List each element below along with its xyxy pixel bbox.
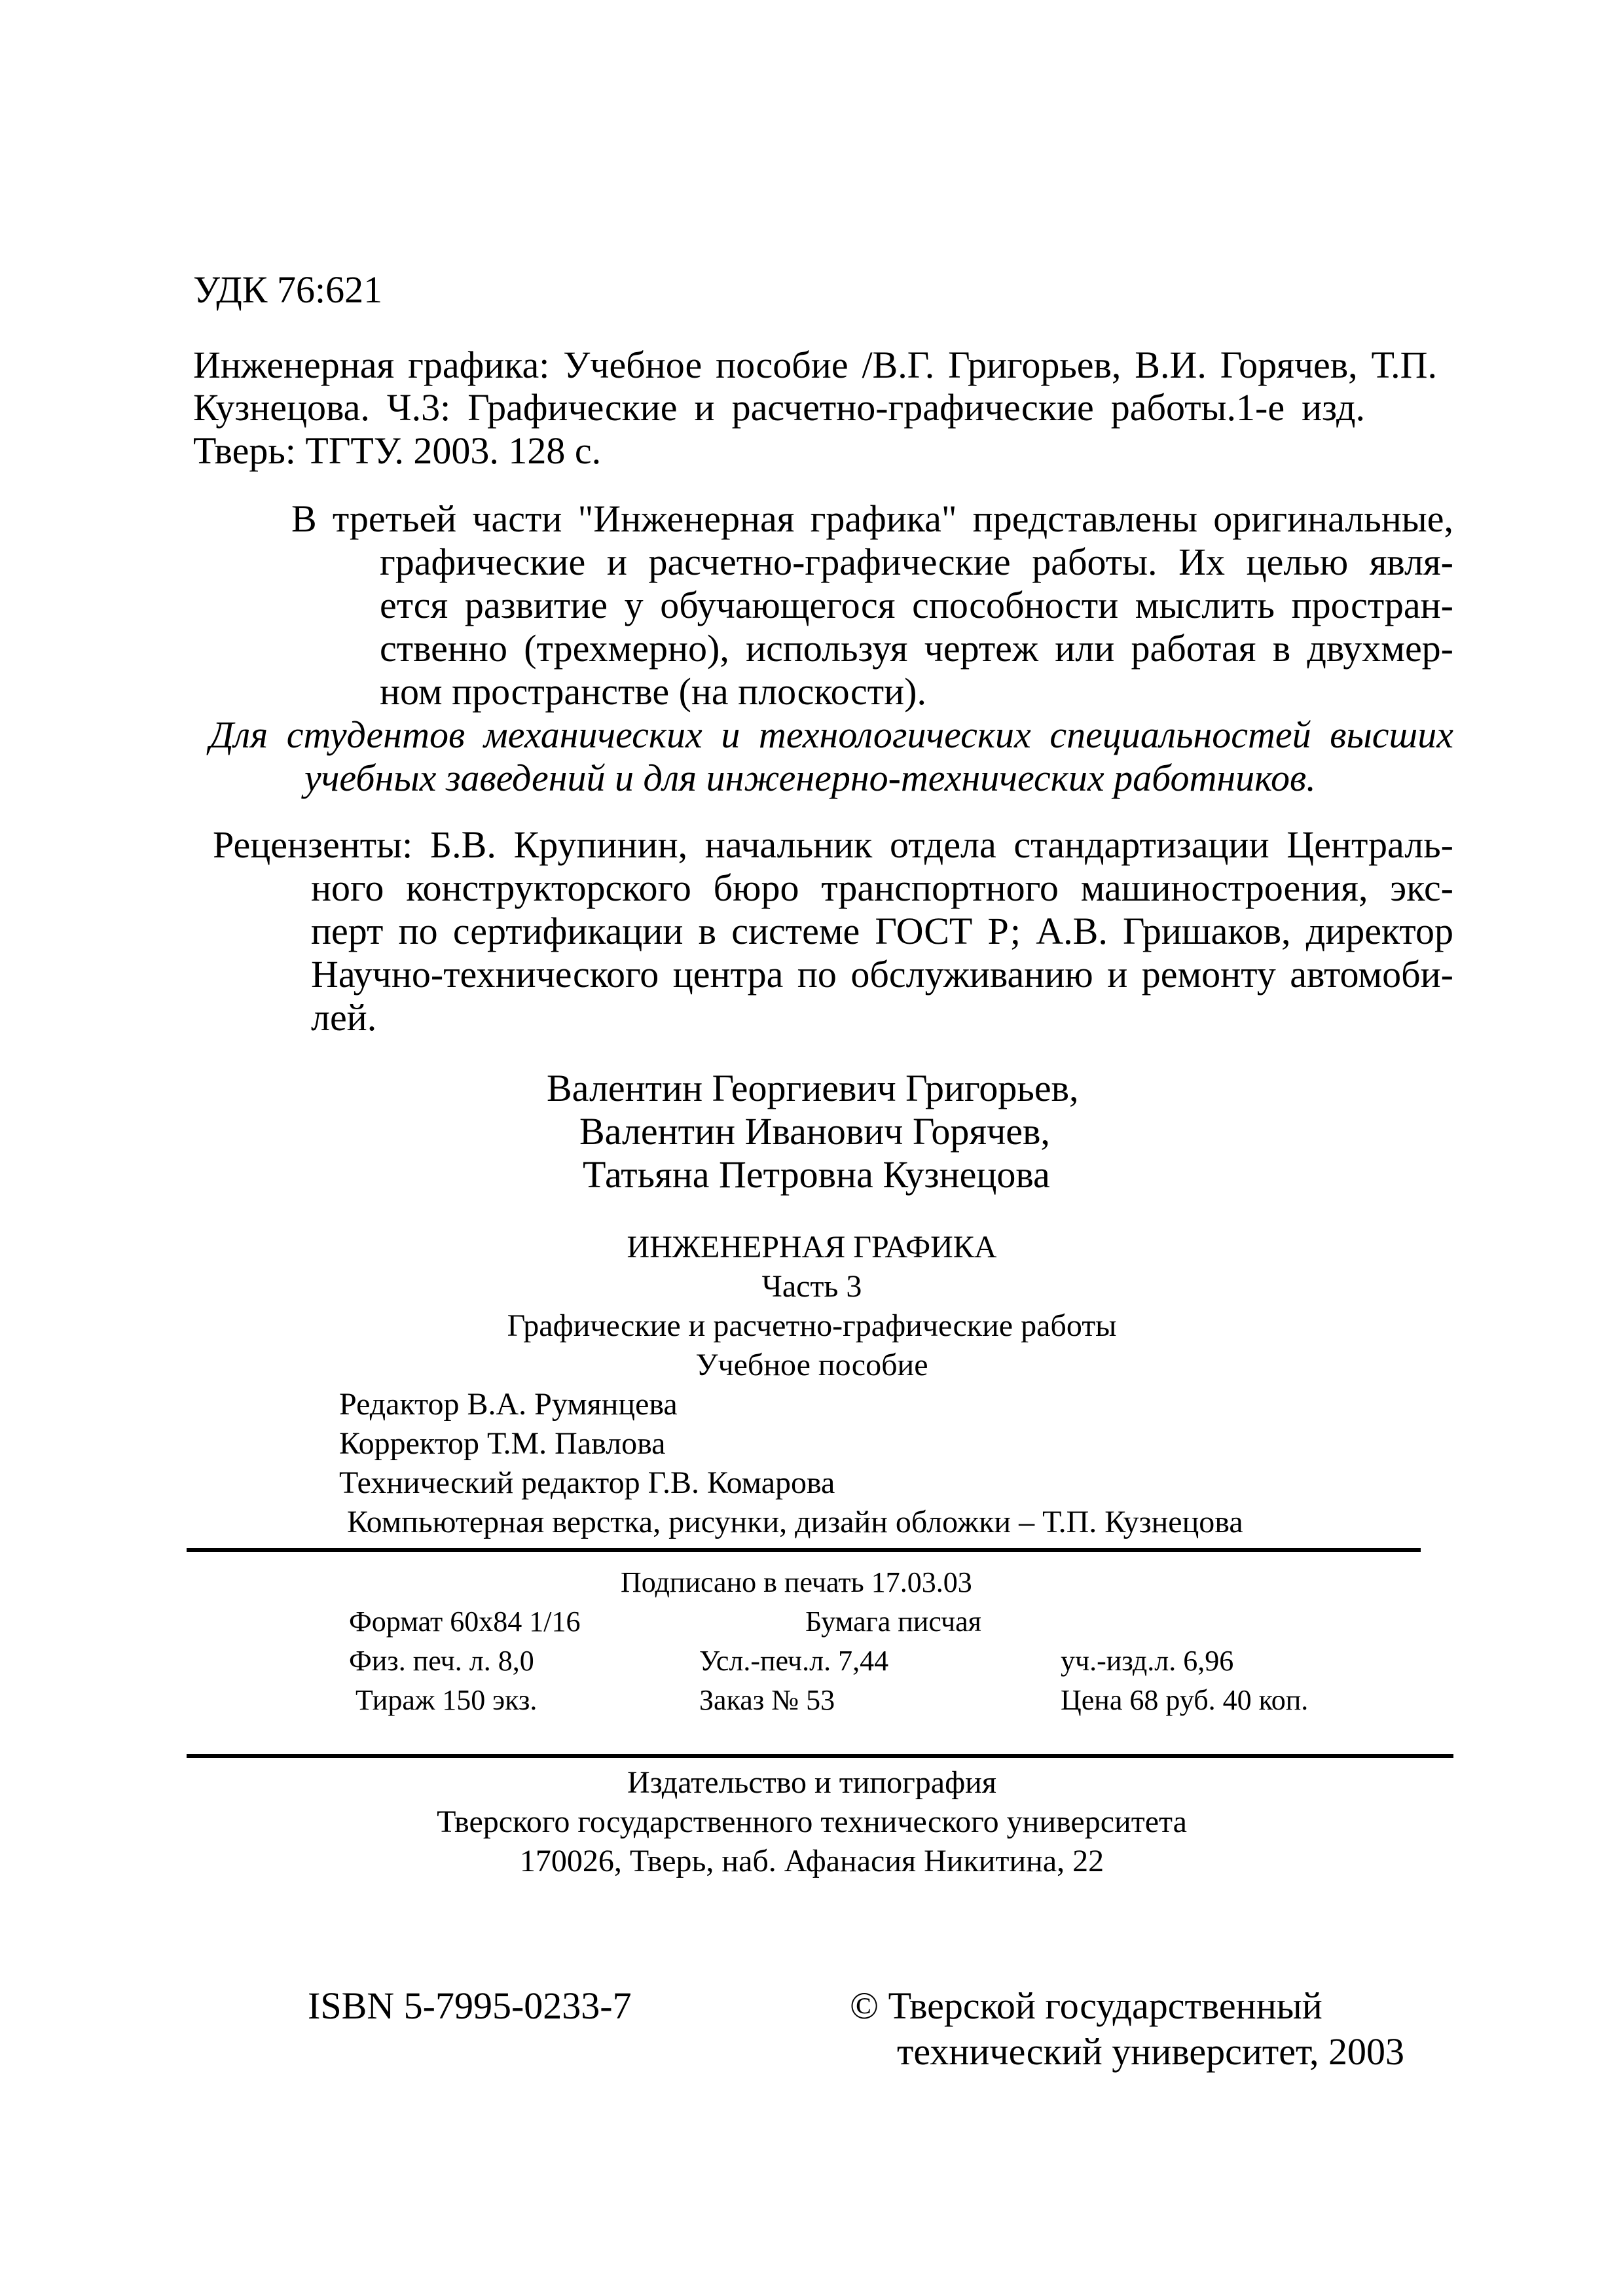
abstract-line-3: ется развитие у обучающегося способности мыслить простран- <box>380 584 1453 626</box>
reviewers-line-3: перт по сертификации в системе ГОСТ Р; А.В. Гришаков, директор <box>311 910 1453 952</box>
reviewers-line-4: Научно-технического центра по обслуживанию и ремонту автомоби- <box>311 953 1453 996</box>
abstract-line-2: графические и расчетно-графические работы. Их целью явля- <box>380 541 1453 583</box>
publisher-line-1: Издательство и типография <box>627 1765 996 1800</box>
isbn: ISBN 5-7995-0233-7 <box>308 1984 632 2027</box>
proofreader: Корректор Т.М. Павлова <box>339 1426 666 1461</box>
editor: Редактор В.А. Румянцева <box>339 1387 678 1422</box>
abstract-line-1: В третьей части "Инженерная графика" представлены оригинальные, <box>291 497 1453 540</box>
signed-for-print: Подписано в печать 17.03.03 <box>621 1566 972 1598</box>
udk-code: УДК 76:621 <box>193 268 383 311</box>
author-3: Татьяна Петровна Кузнецова <box>583 1153 1050 1196</box>
abstract-line-5: ном пространстве (на плоскости). <box>380 670 926 713</box>
publisher-line-2: Тверского государственного технического университета <box>437 1804 1187 1839</box>
reviewers-line-2: ного конструкторского бюро транспортного машиностроения, экс- <box>311 867 1453 909</box>
bibliography-line-1: Инженерная графика: Учебное пособие /В.Г. Григорьев, В.И. Горячев, Т.П. <box>193 344 1437 386</box>
phys-sheets: Физ. печ. л. 8,0 <box>349 1645 534 1677</box>
copyright-line-1: © Тверской государственный <box>850 1984 1322 2027</box>
book-part: Часть 3 <box>761 1269 862 1304</box>
bibliography-line-2: Кузнецова. Ч.3: Графические и расчетно-графические работы.1-е изд. <box>193 386 1365 429</box>
order-number: Заказ № 53 <box>699 1684 835 1716</box>
tech-editor: Технический редактор Г.В. Комарова <box>339 1465 835 1500</box>
reviewers-line-1: Рецензенты: Б.В. Крупинин, начальник отдела стандартизации Централь- <box>213 823 1453 866</box>
format: Формат 60x84 1/16 <box>349 1605 581 1638</box>
copyright-line-2: технический университет, 2003 <box>897 2030 1404 2073</box>
audience-line-1: Для студентов механических и технологических специальностей высших <box>210 713 1453 756</box>
paper: Бумага писчая <box>805 1605 981 1638</box>
edition-sheets: уч.-изд.л. 6,96 <box>1061 1645 1234 1677</box>
reviewers-line-5: лей. <box>311 996 377 1039</box>
author-1: Валентин Георгиевич Григорьев, <box>547 1067 1079 1109</box>
print-run: Тираж 150 экз. <box>356 1684 538 1716</box>
abstract-line-4: ственно (трехмерно), используя чертеж или работая в двухмер- <box>380 627 1453 670</box>
author-2: Валентин Иванович Горячев, <box>579 1110 1050 1153</box>
conv-sheets: Усл.-печ.л. 7,44 <box>699 1645 889 1677</box>
price: Цена 68 руб. 40 коп. <box>1061 1684 1309 1716</box>
layout-design: Компьютерная верстка, рисунки, дизайн обложки – Т.П. Кузнецова <box>347 1505 1243 1539</box>
publisher-address: 170026, Тверь, наб. Афанасия Никитина, 22 <box>519 1844 1104 1878</box>
audience-line-2: учебных заведений и для инженерно-технических работников. <box>304 757 1316 799</box>
book-type: Учебное пособие <box>695 1348 928 1382</box>
book-subtitle: Графические и расчетно-графические работы <box>507 1308 1117 1343</box>
divider-bottom <box>187 1754 1453 1758</box>
divider-top <box>187 1548 1421 1552</box>
book-title: ИНЖЕНЕРНАЯ ГРАФИКА <box>627 1230 997 1265</box>
bibliography-line-3: Тверь: ТГТУ. 2003. 128 с. <box>193 429 602 472</box>
